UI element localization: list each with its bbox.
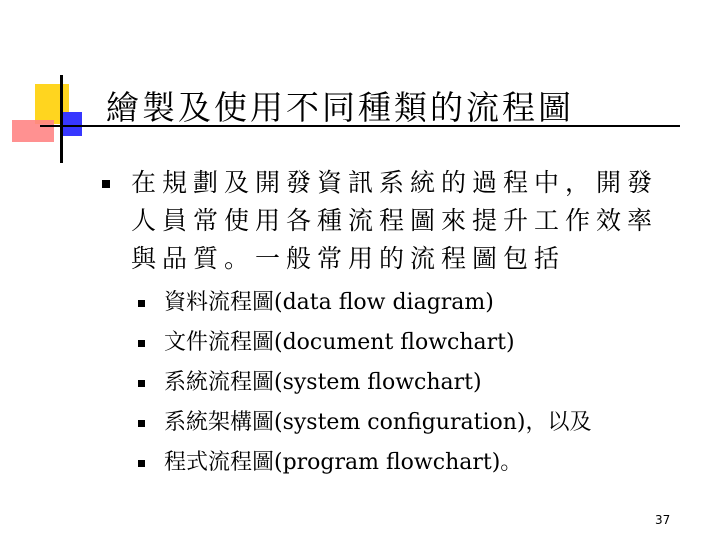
title-decoration-blue-block [60,112,82,136]
list-item-text: 資料流程圖(data flow diagram) [164,290,494,315]
flowchart-types-list [138,288,591,488]
bullet-marker [138,380,145,387]
list-item-text: 系統流程圖(system flowchart) [164,370,482,395]
list-item [138,288,591,328]
list-item-text: 文件流程圖(document flowchart) [164,330,515,355]
list-item [138,408,591,448]
bullet-marker [138,300,145,307]
list-item [138,328,591,368]
title-decoration-vertical-line [60,75,63,163]
list-item [138,448,591,488]
main-bullet-marker [102,180,110,188]
bullet-marker [138,340,145,347]
main-bullet [131,164,686,278]
bullet-marker [138,420,145,427]
list-item-text: 系統架構圖(system configuration)，以及 [164,410,592,435]
list-item-text: 程式流程圖(program flowchart)。 [164,450,523,475]
bullet-marker [138,460,145,467]
title-decoration-red-block [12,120,54,142]
page-number: 37 [655,513,671,527]
list-item [138,368,591,408]
slide-title: 繪製及使用不同種類的流程圖 [106,88,574,127]
main-bullet-text: 在規劃及開發資訊系統的過程中，開發人員常使用各種流程圖來提升工作效率與品質。一般常用的流程圖包括 [131,168,659,273]
